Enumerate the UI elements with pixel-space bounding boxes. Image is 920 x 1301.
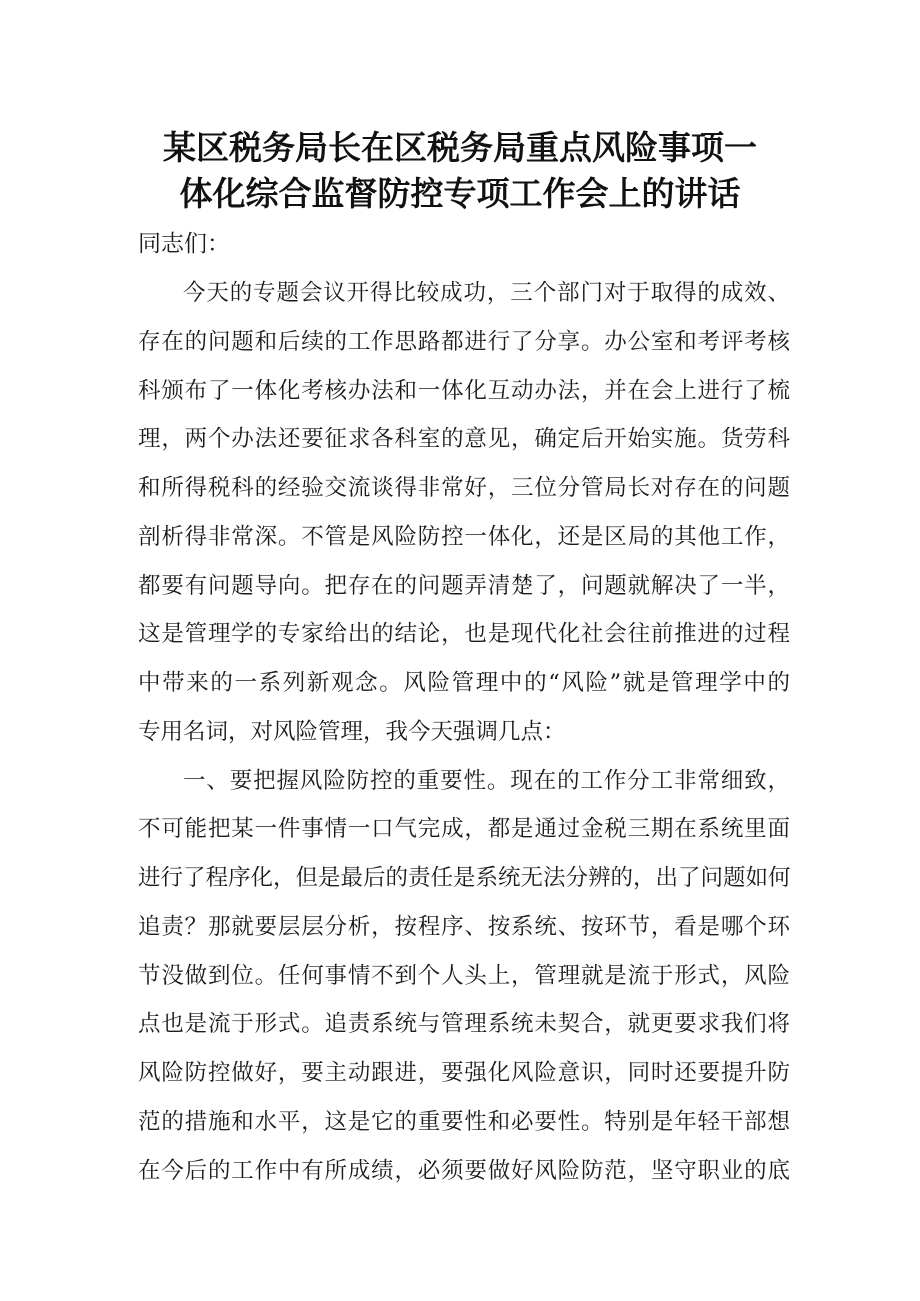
document-title-line-2: 体化综合监督防控专项工作会上的讲话	[179, 174, 741, 213]
paragraph-line: 专用名词，对风险管理，我今天强调几点：	[138, 718, 566, 745]
paragraph-line: 这是管理学的专家给出的结论，也是现代化社会往前推进的过程	[138, 621, 790, 648]
paragraph-line: 理，两个办法还要征求各科室的意见，确定后开始实施。货劳科	[138, 426, 790, 453]
paragraph-line: 剖析得非常深。不管是风险防控一体化，还是区局的其他工作，	[138, 523, 790, 550]
paragraph-line: 中带来的一系列新观念。风险管理中的“风险”就是管理学中的	[138, 670, 790, 696]
document-title-line-1: 某区税务局长在区税务局重点风险事项一	[163, 128, 757, 167]
paragraph-line: 追责？那就要层层分析，按程序、按系统、按环节，看是哪个环	[138, 913, 790, 940]
body-text	[138, 275, 790, 1201]
greeting: 同志们：	[138, 231, 230, 257]
paragraph-line: 范的措施和水平，这是它的重要性和必要性。特别是年轻干部想	[138, 1108, 790, 1135]
paragraph-line: 一、要把握风险防控的重要性。现在的工作分工非常细致，	[183, 767, 790, 794]
paragraph-line: 风险防控做好，要主动跟进，要强化风险意识，同时还要提升防	[138, 1060, 790, 1086]
paragraph-line: 在今后的工作中有所成绩，必须要做好风险防范，坚守职业的底	[138, 1157, 790, 1184]
paragraph-line: 不可能把某一件事情一口气完成，都是通过金税三期在系统里面	[138, 816, 790, 843]
paragraph-line: 和所得税科的经验交流谈得非常好，三位分管局长对存在的问题	[138, 475, 790, 501]
paragraph-line: 存在的问题和后续的工作思路都进行了分享。办公室和考评考核	[138, 328, 790, 355]
paragraph-line: 今天的专题会议开得比较成功，三个部门对于取得的成效、	[183, 280, 790, 306]
paragraph-line: 节没做到位。任何事情不到个人头上，管理就是流于形式，风险	[138, 962, 790, 989]
paragraph-line: 进行了程序化，但是最后的责任是系统无法分辨的，出了问题如何	[138, 865, 791, 891]
paragraph-line: 都要有问题导向。把存在的问题弄清楚了，问题就解决了一半，	[138, 572, 790, 599]
paragraph-line: 科颁布了一体化考核办法和一体化互动办法，并在会上进行了梳	[138, 377, 790, 404]
paragraph-line: 点也是流于形式。追责系统与管理系统未契合，就更要求我们将	[138, 1011, 790, 1038]
